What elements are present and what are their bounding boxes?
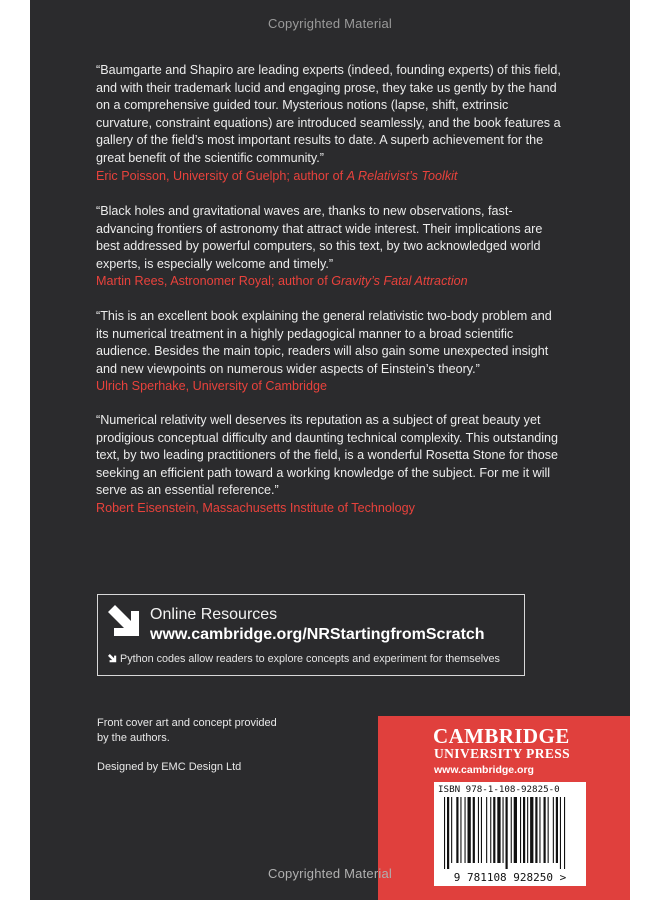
barcode-bar [503, 797, 504, 863]
barcode-bar [539, 797, 540, 863]
quote-text: “Baumgarte and Shapiro are leading experts (indeed, founding experts) of this field, and with their trademark lucid and engaging prose, they take us gently by the hand on a comprehensive guided tour. Mysterious notions (lapse, shift, extrinsic curvature, constraint equations) are introduced seamlessly, and the book features a gallery of the field’s most important results to date. A superb achievement for the great benefit of the scientific community.” [96, 63, 561, 165]
barcode-bar [478, 797, 479, 863]
online-resources-box [97, 594, 525, 676]
barcode-bar [468, 797, 471, 863]
arrow-down-right-icon [108, 605, 142, 639]
cover-credits [97, 716, 297, 775]
barcode-bar [497, 797, 500, 863]
online-resources-note [108, 653, 500, 665]
online-resources-url[interactable]: www.cambridge.org/NRStartingfromScratch [150, 626, 485, 643]
barcode-bar [523, 797, 525, 863]
cover-art-credit-line-2: by the authors. [97, 732, 170, 744]
barcode-bar [520, 797, 521, 863]
quote-work-title: Gravity’s Fatal Attraction [331, 274, 468, 289]
publisher-subtitle: UNIVERSITY PRESS [434, 746, 571, 761]
quote-text: “This is an excellent book explaining the general relativistic two-body problem and its numerical treatment in a highly pedagogical manner to a broad scientific audience. Besides the main topic, readers will also gain some unexpected insight and new viewpoints on numerous wider aspects of Einstein’s theory.” [96, 309, 552, 376]
barcode-bar [511, 797, 512, 863]
barcode-bar [490, 797, 491, 863]
barcode-bar [465, 797, 466, 863]
barcode-bar [493, 797, 495, 863]
small-arrow-icon [108, 654, 117, 663]
watermark-bottom: Copyrighted Material [268, 866, 392, 881]
publisher-name: CAMBRIDGE [433, 724, 570, 748]
quote-author: Martin Rees, Astronomer Royal; author of [96, 274, 332, 289]
endorsement-quote-2 [96, 203, 566, 291]
cover-art-credit-line-1: Front cover art and concept provided [97, 717, 277, 729]
barcode-bar [447, 797, 449, 869]
barcode-digits: 9 781108 928250 > [453, 871, 567, 884]
quote-attribution [96, 273, 566, 291]
publisher-url[interactable]: www.cambridge.org [434, 764, 534, 776]
barcode-bars [444, 797, 565, 869]
barcode-bar [560, 797, 561, 869]
barcode-bar [481, 797, 482, 863]
endorsement-quote-4 [96, 412, 566, 518]
online-resources-title: Online Resources [150, 606, 278, 623]
watermark-top: Copyrighted Material [268, 16, 392, 31]
quote-work-title: A Relativist’s Toolkit [346, 168, 458, 183]
barcode-bar [564, 797, 565, 869]
barcode-bar [553, 797, 554, 863]
barcode-bar [556, 797, 558, 863]
back-cover [30, 0, 630, 900]
barcode-bar [527, 797, 528, 863]
quote-text: “Black holes and gravitational waves are, thanks to new observations, fast-advancing frontiers of astronomy that attract wide interest. Their implications are best addressed by powerful computers, so this text, by two acknowledged world experts, is especially welcome and timely.” [96, 204, 543, 271]
online-note-text: Python codes allow readers to explore concepts and experiment for themselves [120, 653, 500, 665]
barcode-bar [473, 797, 475, 863]
isbn-number: ISBN 978-1-108-92825-0 [438, 784, 560, 795]
barcode-bar [544, 797, 546, 863]
barcode-bar [456, 797, 458, 863]
endorsement-quote-3 [96, 308, 566, 396]
quote-text: “Numerical relativity well deserves its reputation as a subject of great beauty yet prodigious conceptual difficulty and daunting technical complexity. This outstanding text, by two leading practitioners of the field, is a wonderful Rosetta Stone for those seeking an efficient path toward a working knowledge of the subject. For me it will serve as an essential reference.” [96, 413, 559, 498]
barcode-bar [548, 797, 549, 863]
quote-attribution [96, 500, 566, 518]
barcode-bar [514, 797, 517, 863]
quote-author: Eric Poisson, University of Guelph; author of [96, 168, 347, 183]
barcode-bar [535, 797, 537, 863]
barcode-bar [506, 797, 508, 869]
barcode-bar [486, 797, 487, 863]
design-credit: Designed by EMC Design Ltd [97, 761, 242, 773]
barcode-bar [460, 797, 461, 863]
quote-attribution [96, 168, 566, 186]
barcode-bar [530, 797, 533, 863]
endorsement-quote-1 [96, 62, 566, 185]
quote-author: Robert Eisenstein, Massachusetts Institute of Technology [96, 500, 415, 515]
barcode-bar [451, 797, 452, 863]
barcode-bar [444, 797, 445, 869]
quote-attribution [96, 378, 566, 396]
quote-author: Ulrich Sperhake, University of Cambridge [96, 379, 327, 394]
